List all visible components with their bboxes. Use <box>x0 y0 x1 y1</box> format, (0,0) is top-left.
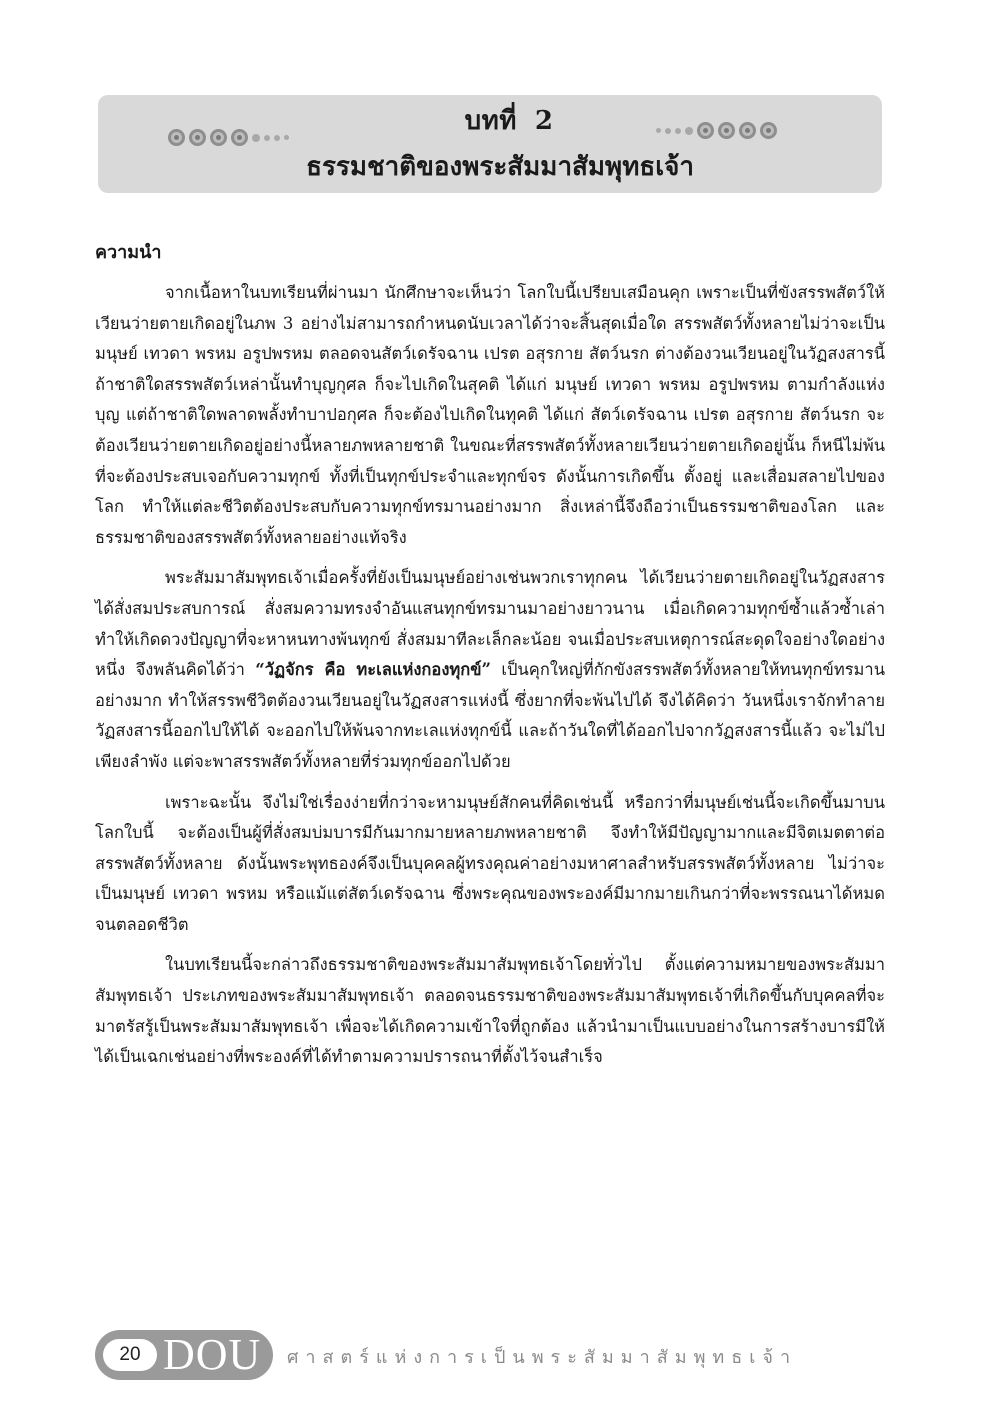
paragraph-text: พระสัมมาสัมพุทธเจ้าเมื่อครั้งที่ยังเป็นมนุษย์อย่างเช่นพวกเราทุกคน ได้เวียนว่ายตายเกิดอยู่ในวัฏสงสาร ได้สั่งสมประสบการณ์ สั่งสมความทรงจำอันแสนทุกข์ทรมานมาอย่างยาวนาน เมื่อเกิดความทุกข์ซ้ำแล้วซ้ำเล่า ทำให้เกิดดวงปัญญาที่จะหาหนทางพ้นทุกข์ สั่งสมมาทีละเล็กละน้อย จนเมื่อประสบเหตุการณ์สะดุดใจอย่างใดอย่างหนึ่ง จึงพลันคิดได้ว่า <box>95 568 885 680</box>
page-number: 20 <box>103 1339 157 1371</box>
chapter-number <box>0 100 1000 141</box>
emphasis-quote: “วัฏจักร คือ ทะเลแห่งกองทุกข์” <box>255 660 492 680</box>
book-title: ศาสตร์แห่งการเป็นพระสัมมาสัมพุทธเจ้า <box>287 1347 798 1368</box>
body-content <box>95 278 885 1083</box>
page-footer <box>95 1330 895 1380</box>
dou-logo: DOU <box>163 1330 262 1379</box>
chapter-number-value: 2 <box>534 106 554 136</box>
page-badge <box>95 1330 273 1380</box>
chapter-title: ธรรมชาติของพระสัมมาสัมพุทธเจ้า <box>306 152 694 182</box>
paragraph-text: เป็นคุกใหญ่ที่กักขังสรรพสัตว์ทั้งหลายให้ทนทุกข์ทรมานอย่างมาก ทำให้สรรพชีวิตต้องวนเวียนอยู่ในวัฏสงสารแห่งนี้ ซึ่งยากที่จะพ้นไปได้ จึงได้คิดว่า วันหนึ่งเราจักทำลายวัฏสงสารนี้ออกไปให้ได้ จะออกไปให้พ้นจากทะเลแห่งทุกข์นี้ และถ้าวันใดที่ได้ออกไปจากวัฏสงสารนี้แล้ว จะไม่ไปเพียงลำพัง แต่จะพาสรรพสัตว์ทั้งหลายที่ร่วมทุกข์ออกไปด้วย <box>95 660 885 771</box>
chapter-label: บทที่ <box>464 106 517 136</box>
section-heading: ความนำ <box>95 242 162 263</box>
paragraph: เพราะฉะนั้น จึงไม่ใช่เรื่องง่ายที่กว่าจะหามนุษย์สักคนที่คิดเช่นนี้ หรือกว่าที่มนุษย์เช่นนี้จะเกิดขึ้นมาบนโลกใบนี้ จะต้องเป็นผู้ที่สั่งสมบ่มบารมีกันมากมายหลายภพหลายชาติ จึงทำให้มีปัญญามากและมีจิตเมตตาต่อสรรพสัตว์ทั้งหลาย ดังนั้นพระพุทธองค์จึงเป็นบุคคลผู้ทรงคุณค่าอย่างมหาศาลสำหรับสรรพสัตว์ทั้งหลาย ไม่ว่าจะเป็นมนุษย์ เทวดา พรหม หรือแม้แต่สัตว์เดรัจฉาน ซึ่งพระคุณของพระองค์มีมากมายเกินกว่าที่จะพรรณนาได้หมดจนตลอดชีวิต <box>95 792 885 934</box>
paragraph: ในบทเรียนนี้จะกล่าวถึงธรรมชาติของพระสัมมาสัมพุทธเจ้าโดยทั่วไป ตั้งแต่ความหมายของพระสัมมาสัมพุทธเจ้า ประเภทของพระสัมมาสัมพุทธเจ้า ตลอดจนธรรมชาติของพระสัมมาสัมพุทธเจ้าที่เกิดขึ้นกับบุคคลที่จะมาตรัสรู้เป็นพระสัมมาสัมพุทธเจ้า เพื่อจะได้เกิดความเข้าใจที่ถูกต้อง แล้วนำมาเป็นแบบอย่างในการสร้างบารมีให้ได้เป็นเฉกเช่นอย่างที่พระองค์ที่ได้ทำตามความปรารถนาที่ตั้งไว้จนสำเร็จ <box>95 955 885 1067</box>
paragraph: จากเนื้อหาในบทเรียนที่ผ่านมา นักศึกษาจะเห็นว่า โลกใบนี้เปรียบเสมือนคุก เพราะเป็นที่ขังสรรพสัตว์ให้เวียนว่ายตายเกิดอยู่ในภพ 3 อย่างไม่สามารถกำหนดนับเวลาได้ว่าจะสิ้นสุดเมื่อใด สรรพสัตว์ทั้งหลายไม่ว่าจะเป็นมนุษย์ เทวดา พรหม อรูปพรหม ตลอดจนสัตว์เดรัจฉาน เปรต อสุรกาย สัตว์นรก ต่างต้องวนเวียนอยู่ในวัฏสงสารนี้ ถ้าชาติใดสรรพสัตว์เหล่านั้นทำบุญกุศล ก็จะไปเกิดในสุคติ ได้แก่ มนุษย์ เทวดา พรหม อรูปพรหม ตามกำลังแห่งบุญ แต่ถ้าชาติใดพลาดพลั้งทำบาปอกุศล ก็จะต้องไปเกิดในทุคติ ได้แก่ สัตว์เดรัจฉาน เปรต อสุรกาย สัตว์นรก จะต้องเวียนว่ายตายเกิดอยู่อย่างนี้หลายภพหลายชาติ ในขณะที่สรรพสัตว์ทั้งหลายเวียนว่ายตายเกิดอยู่นั้น ก็หนีไม่พ้นที่จะต้องประสบเจอกับความทุกข์ ทั้งที่เป็นทุกข์ประจำและทุกข์จร ดังนั้นการเกิดขึ้น ตั้งอยู่ และเสื่อมสลายไปของโลก ทำให้แต่ละชีวิตต้องประสบกับความทุกข์ทรมานอย่างมาก สิ่งเหล่านี้จึงถือว่าเป็นธรรมชาติของโลก และธรรมชาติของสรรพสัตว์ทั้งหลายอย่างแท้จริง <box>95 283 885 547</box>
paragraph <box>95 563 885 777</box>
